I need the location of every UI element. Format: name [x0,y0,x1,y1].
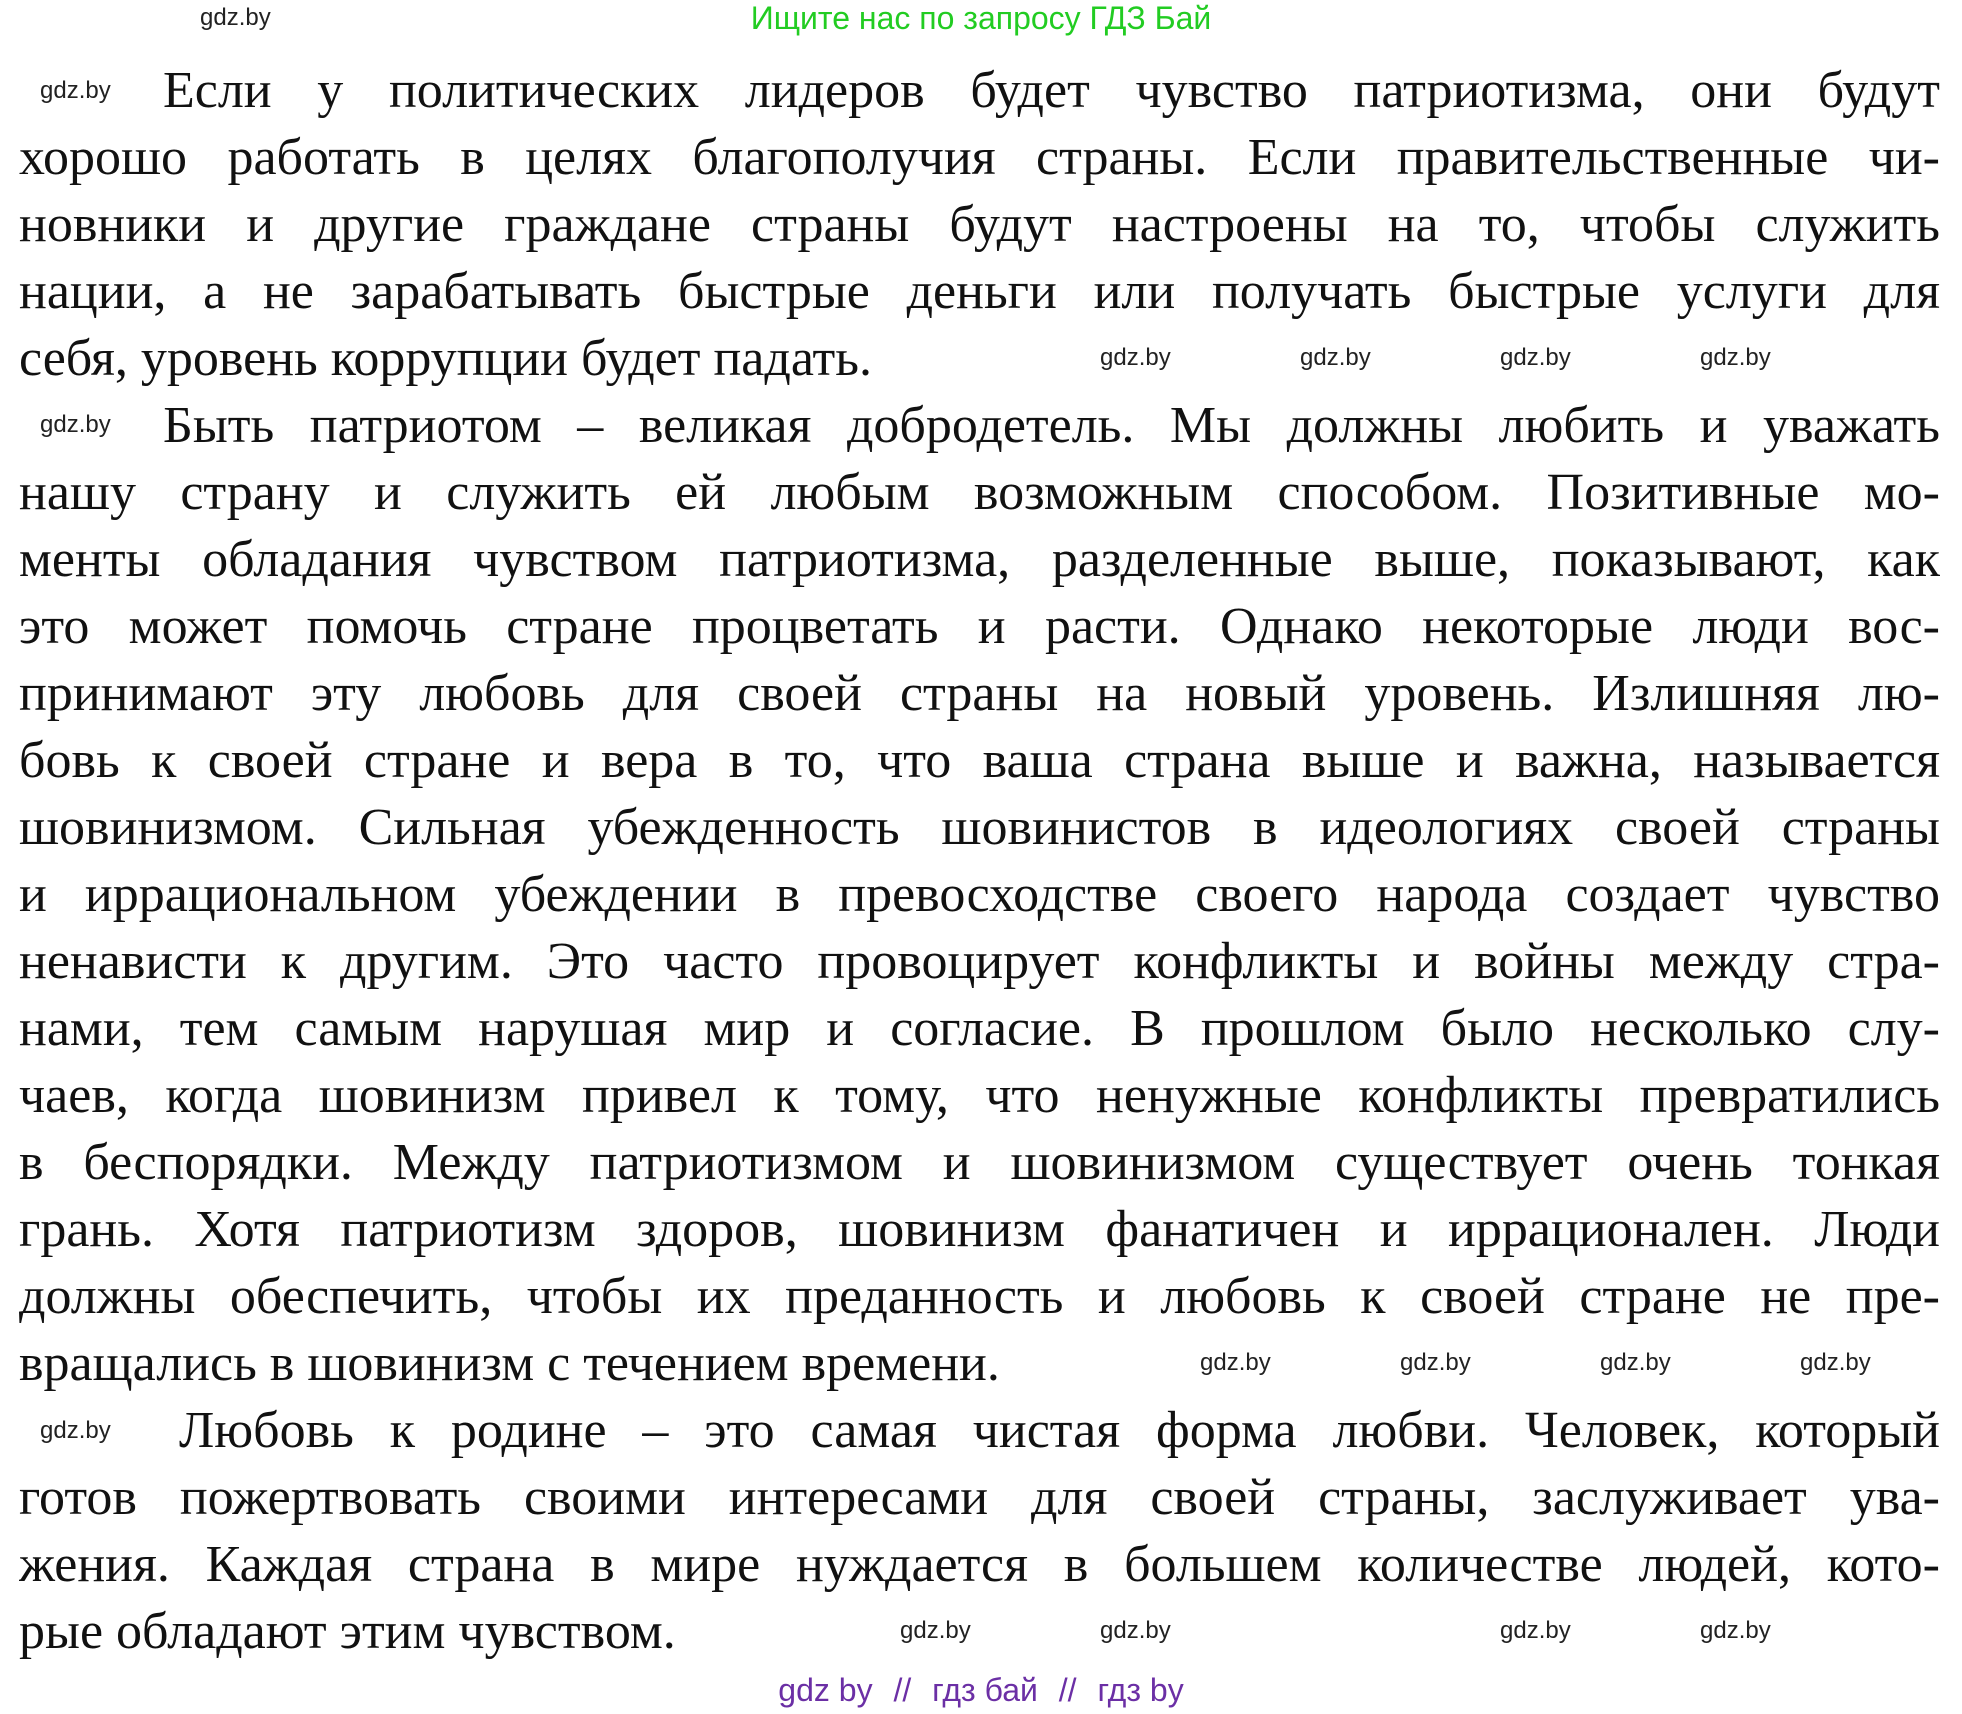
watermark: gdz.by [1600,1349,1671,1376]
text-line: менты обладания чувством патриотизма, разделенные выше, показывают, как [19,531,1940,588]
footer-separator: // [893,1672,912,1708]
text-line: вращались в шовинизм с течением времени. [19,1335,1000,1392]
watermark: gdz.by [1400,1349,1471,1376]
footer-link-gdz-by[interactable]: gdz by [778,1672,873,1708]
watermark: gdz.by [1700,1617,1771,1644]
watermark: gdz.by [40,411,111,438]
watermark: gdz.by [1300,344,1371,371]
text-line: нации, а не зарабатывать быстрые деньги или получать быстрые услуги для [19,263,1940,320]
watermark: gdz.by [1100,344,1171,371]
text-line: чаев, когда шовинизм привел к тому, что ненужные конфликты превратились [19,1067,1940,1124]
text-line: и иррациональном убеждении в превосходстве своего народа создает чувство [19,866,1940,923]
watermark: gdz.by [1800,1349,1871,1376]
watermark: gdz.by [1700,344,1771,371]
text-line: готов пожертвовать своими интересами для своей страны, заслуживает ува- [19,1469,1940,1526]
search-hint-banner: Ищите нас по запросу ГДЗ Бай [750,0,1212,36]
text-line: нами, тем самым нарушая мир и согласие. В прошлом было несколько слу- [19,1000,1940,1057]
watermark: gdz.by [1200,1349,1271,1376]
watermark: gdz.by [1500,1617,1571,1644]
text-line: грань. Хотя патриотизм здоров, шовинизм фанатичен и иррационален. Люди [19,1201,1940,1258]
text-line: хорошо работать в целях благополучия страны. Если правительственные чи- [19,129,1940,186]
text-line: нашу страну и служить ей любым возможным способом. Позитивные мо- [19,464,1940,521]
text-line: шовинизмом. Сильная убежденность шовинистов в идеологиях своей страны [19,799,1940,856]
watermark: gdz.by [40,1417,111,1444]
text-line: Если у политических лидеров будет чувство патриотизма, они будут [163,62,1940,119]
text-line: должны обеспечить, чтобы их преданность и любовь к своей стране не пре- [19,1268,1940,1325]
text-line: новники и другие граждане страны будут настроены на то, чтобы служить [19,196,1940,253]
watermark: gdz.by [900,1617,971,1644]
text-line: принимают эту любовь для своей страны на новый уровень. Излишняя лю- [19,665,1940,722]
footer-separator: // [1058,1672,1077,1708]
text-line: жения. Каждая страна в мире нуждается в большем количестве людей, кото- [19,1536,1940,1593]
text-line: в беспорядки. Между патриотизмом и шовинизмом существует очень тонкая [19,1134,1940,1191]
text-line: Быть патриотом – великая добродетель. Мы должны любить и уважать [163,397,1940,454]
text-line: рые обладают этим чувством. [19,1603,676,1660]
watermark: gdz.by [200,4,271,31]
text-line: это может помочь стране процветать и расти. Однако некоторые люди вос- [19,598,1940,655]
text-line: бовь к своей стране и вера в то, что ваша страна выше и важна, называется [19,732,1940,789]
watermark: gdz.by [40,77,111,104]
document-text [19,57,1940,1665]
footer-links [0,1670,1962,1710]
watermark: gdz.by [1100,1617,1171,1644]
footer-link-gdz-bai[interactable]: гдз бай [932,1672,1038,1708]
footer-link-gdz-by-ru[interactable]: гдз by [1097,1672,1184,1708]
watermark: gdz.by [1500,344,1571,371]
text-line: Любовь к родине – это самая чистая форма любви. Человек, который [179,1402,1940,1459]
text-line: себя, уровень коррупции будет падать. [19,330,872,387]
text-line: ненависти к другим. Это часто провоцирует конфликты и войны между стра- [19,933,1940,990]
